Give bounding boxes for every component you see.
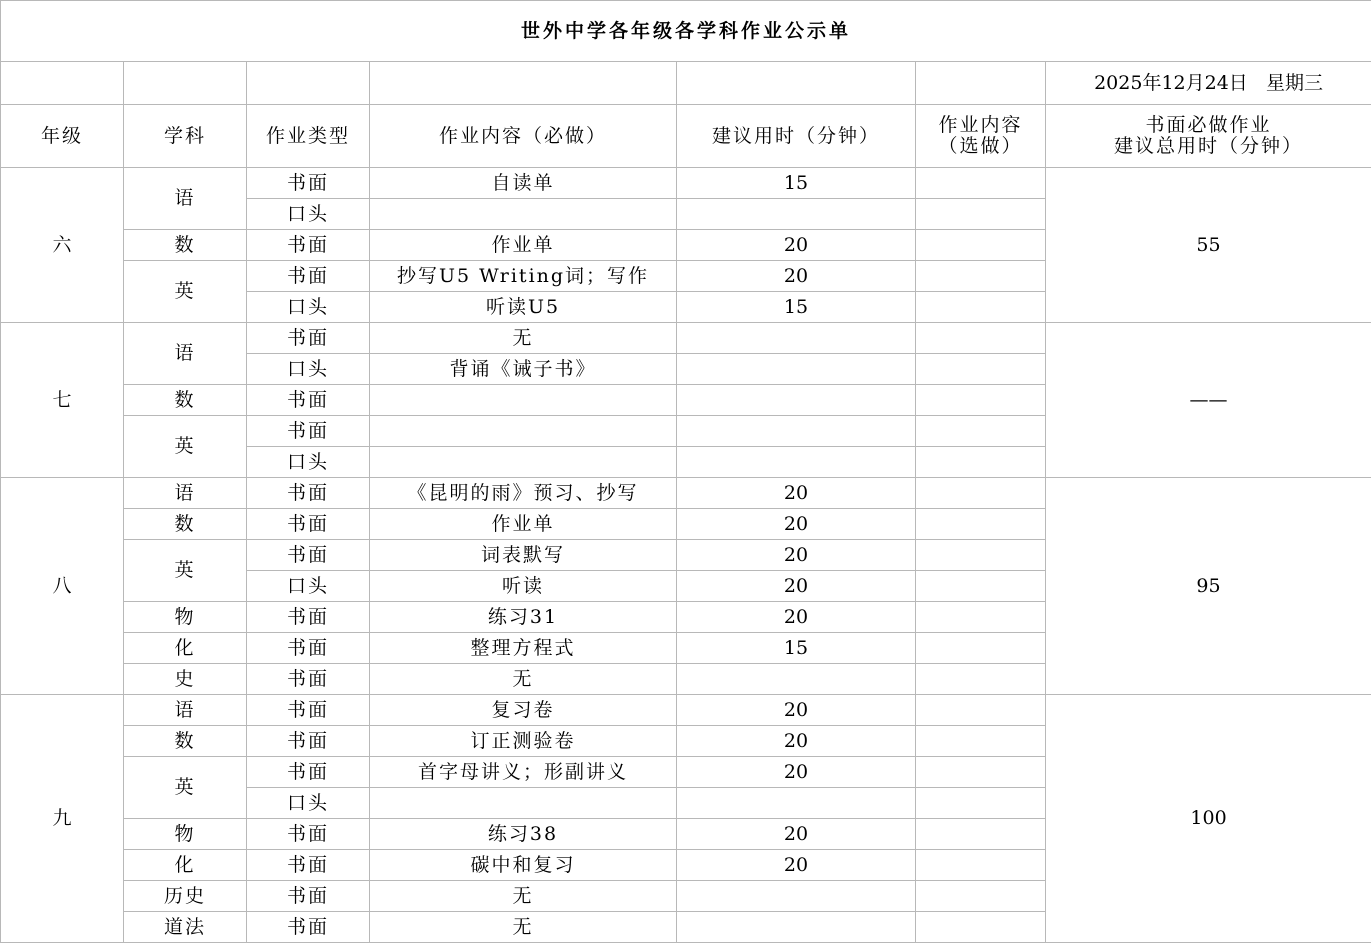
table-row [1, 168, 1371, 199]
optional-content-cell [916, 199, 1046, 230]
subject-cell: 史 [124, 664, 247, 695]
total-time-cell: 55 [1046, 168, 1371, 323]
optional-content-cell [916, 261, 1046, 292]
content-cell: 订正测验卷 [370, 726, 677, 757]
subject-cell: 数 [124, 385, 247, 416]
optional-content-cell [916, 168, 1046, 199]
subject-cell: 英 [124, 416, 247, 478]
empty-cell [677, 62, 916, 105]
date-cell [1046, 62, 1371, 105]
content-cell: 无 [370, 664, 677, 695]
optional-content-cell [916, 633, 1046, 664]
header-total-line2: 建议总用时（分钟） [1046, 136, 1371, 157]
time-cell: 20 [677, 726, 916, 757]
type-cell: 书面 [247, 850, 370, 881]
content-cell [370, 447, 677, 478]
time-cell: 20 [677, 757, 916, 788]
header-content-optional-line2: （选做） [916, 136, 1045, 157]
empty-cell [370, 62, 677, 105]
optional-content-cell [916, 819, 1046, 850]
header-content-optional-line1: 作业内容 [916, 115, 1045, 136]
subject-cell: 历史 [124, 881, 247, 912]
grade-cell: 六 [1, 168, 124, 323]
weekday-text: 星期三 [1266, 72, 1323, 94]
subject-cell: 化 [124, 633, 247, 664]
time-cell [677, 385, 916, 416]
time-cell: 15 [677, 633, 916, 664]
time-cell: 20 [677, 509, 916, 540]
time-cell [677, 664, 916, 695]
type-cell: 书面 [247, 540, 370, 571]
subject-cell: 语 [124, 323, 247, 385]
subject-cell: 数 [124, 230, 247, 261]
optional-content-cell [916, 571, 1046, 602]
type-cell: 书面 [247, 757, 370, 788]
optional-content-cell [916, 664, 1046, 695]
type-cell: 口头 [247, 199, 370, 230]
type-cell: 书面 [247, 230, 370, 261]
content-cell: 作业单 [370, 230, 677, 261]
type-cell: 书面 [247, 168, 370, 199]
type-cell: 书面 [247, 261, 370, 292]
content-cell: 碳中和复习 [370, 850, 677, 881]
time-cell: 20 [677, 230, 916, 261]
subject-cell: 语 [124, 168, 247, 230]
optional-content-cell [916, 726, 1046, 757]
content-cell: 练习31 [370, 602, 677, 633]
time-cell: 20 [677, 540, 916, 571]
header-suggested-time: 建议用时（分钟） [677, 105, 916, 168]
header-type: 作业类型 [247, 105, 370, 168]
type-cell: 口头 [247, 447, 370, 478]
type-cell: 书面 [247, 664, 370, 695]
header-row [1, 105, 1371, 168]
date-row [1, 62, 1371, 105]
optional-content-cell [916, 602, 1046, 633]
content-cell: 复习卷 [370, 695, 677, 726]
type-cell: 书面 [247, 881, 370, 912]
page-title: 世外中学各年级各学科作业公示单 [1, 1, 1371, 62]
optional-content-cell [916, 912, 1046, 943]
optional-content-cell [916, 354, 1046, 385]
empty-cell [124, 62, 247, 105]
type-cell: 书面 [247, 726, 370, 757]
subject-cell: 数 [124, 726, 247, 757]
empty-cell [247, 62, 370, 105]
time-cell [677, 416, 916, 447]
header-total-line1: 书面必做作业 [1046, 115, 1371, 136]
content-cell: 首字母讲义；形副讲义 [370, 757, 677, 788]
header-grade: 年级 [1, 105, 124, 168]
time-cell [677, 912, 916, 943]
optional-content-cell [916, 478, 1046, 509]
subject-cell: 英 [124, 540, 247, 602]
content-cell [370, 788, 677, 819]
time-cell: 20 [677, 261, 916, 292]
content-cell: 词表默写 [370, 540, 677, 571]
optional-content-cell [916, 788, 1046, 819]
optional-content-cell [916, 447, 1046, 478]
grade-cell: 九 [1, 695, 124, 943]
total-time-cell: —— [1046, 323, 1371, 478]
time-cell [677, 447, 916, 478]
content-cell: 抄写U5 Writing词；写作 [370, 261, 677, 292]
subject-cell: 语 [124, 478, 247, 509]
optional-content-cell [916, 540, 1046, 571]
content-cell: 背诵《诫子书》 [370, 354, 677, 385]
content-cell: 听读 [370, 571, 677, 602]
content-cell [370, 416, 677, 447]
optional-content-cell [916, 509, 1046, 540]
time-cell: 15 [677, 168, 916, 199]
grade-cell: 八 [1, 478, 124, 695]
content-cell [370, 385, 677, 416]
type-cell: 书面 [247, 912, 370, 943]
subject-cell: 化 [124, 850, 247, 881]
subject-cell: 道法 [124, 912, 247, 943]
content-cell [370, 199, 677, 230]
subject-cell: 数 [124, 509, 247, 540]
header-content-required: 作业内容（必做） [370, 105, 677, 168]
time-cell: 20 [677, 478, 916, 509]
content-cell: 自读单 [370, 168, 677, 199]
subject-cell: 语 [124, 695, 247, 726]
subject-cell: 物 [124, 602, 247, 633]
type-cell: 书面 [247, 633, 370, 664]
time-cell: 20 [677, 602, 916, 633]
content-cell: 练习38 [370, 819, 677, 850]
subject-cell: 物 [124, 819, 247, 850]
time-cell [677, 199, 916, 230]
content-cell: 无 [370, 881, 677, 912]
content-cell: 无 [370, 323, 677, 354]
type-cell: 书面 [247, 478, 370, 509]
type-cell: 书面 [247, 602, 370, 633]
grade-cell: 七 [1, 323, 124, 478]
optional-content-cell [916, 323, 1046, 354]
time-cell: 20 [677, 571, 916, 602]
total-time-cell: 100 [1046, 695, 1371, 943]
time-cell [677, 788, 916, 819]
time-cell: 20 [677, 695, 916, 726]
table-row [1, 323, 1371, 354]
type-cell: 书面 [247, 695, 370, 726]
optional-content-cell [916, 695, 1046, 726]
type-cell: 书面 [247, 416, 370, 447]
optional-content-cell [916, 416, 1046, 447]
type-cell: 口头 [247, 354, 370, 385]
title-row [1, 1, 1371, 62]
content-cell: 听读U5 [370, 292, 677, 323]
optional-content-cell [916, 385, 1046, 416]
optional-content-cell [916, 230, 1046, 261]
content-cell: 作业单 [370, 509, 677, 540]
header-content-optional [916, 105, 1046, 168]
content-cell: 整理方程式 [370, 633, 677, 664]
optional-content-cell [916, 757, 1046, 788]
type-cell: 口头 [247, 571, 370, 602]
type-cell: 书面 [247, 323, 370, 354]
total-time-cell: 95 [1046, 478, 1371, 695]
type-cell: 书面 [247, 509, 370, 540]
time-cell [677, 881, 916, 912]
empty-cell [916, 62, 1046, 105]
content-cell: 无 [370, 912, 677, 943]
content-cell: 《昆明的雨》预习、抄写 [370, 478, 677, 509]
type-cell: 口头 [247, 292, 370, 323]
time-cell [677, 354, 916, 385]
type-cell: 书面 [247, 385, 370, 416]
time-cell [677, 323, 916, 354]
time-cell: 20 [677, 819, 916, 850]
table-row [1, 478, 1371, 509]
optional-content-cell [916, 292, 1046, 323]
optional-content-cell [916, 881, 1046, 912]
subject-cell: 英 [124, 757, 247, 819]
time-cell: 20 [677, 850, 916, 881]
empty-cell [1, 62, 124, 105]
time-cell: 15 [677, 292, 916, 323]
header-subject: 学科 [124, 105, 247, 168]
subject-cell: 英 [124, 261, 247, 323]
table-row [1, 695, 1371, 726]
header-total-time [1046, 105, 1371, 168]
type-cell: 书面 [247, 819, 370, 850]
date-text: 2025年12月24日 [1094, 72, 1248, 94]
optional-content-cell [916, 850, 1046, 881]
type-cell: 口头 [247, 788, 370, 819]
